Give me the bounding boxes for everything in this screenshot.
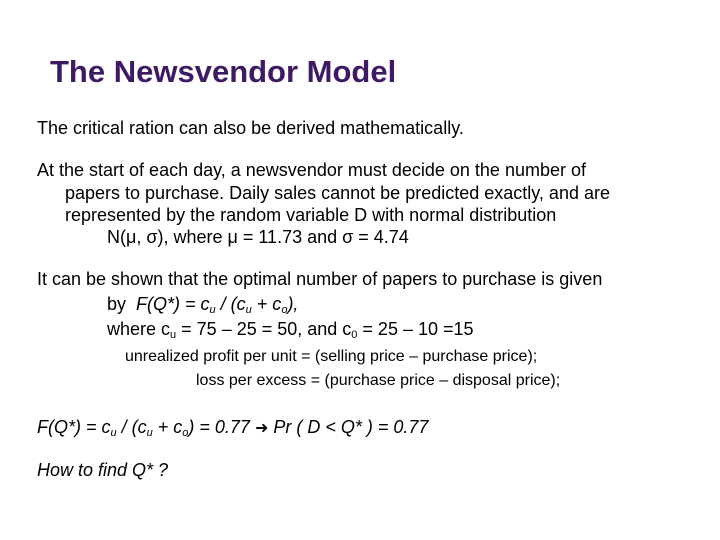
arrow-icon: ➜ [254,420,269,437]
paragraph-line: It can be shown that the optimal number of papers to purchase is given [37,269,603,289]
formula-critical-ratio: by $F(Q*) = c_u / (c_u + c_o)$, [107,294,299,316]
distribution-params: N(μ, σ), where μ = 11.73 and σ = 4.74 [107,227,409,247]
paragraph-line: papers to purchase. Daily sales cannot be predicted exactly, and are [65,183,610,203]
note-overage-cost: loss per excess = (purchase price – disposal price); [196,372,561,389]
formula-probability: $F(Q*) = c_u / (c_u + c_o) = 0.77$ ➜ Pr ( D < Q* ) = 0.77 [37,417,429,439]
paragraph-line: represented by the random variable D with normal distribution [65,205,557,225]
slide-title: The Newsvendor Model [50,54,397,89]
note-underage-cost: unrealized profit per unit = (selling price – purchase price); [125,348,538,365]
paragraph-line: At the start of each day, a newsvendor must decide on the number of [37,160,586,180]
question-text: How to find Q* ? [37,460,169,480]
intro-text: The critical ration can also be derived mathematically. [37,118,464,138]
formula-cost-values: where $c_u = 75 - 25 = 50$, and $c_0 = 25 - 10 =15$ [107,319,474,341]
